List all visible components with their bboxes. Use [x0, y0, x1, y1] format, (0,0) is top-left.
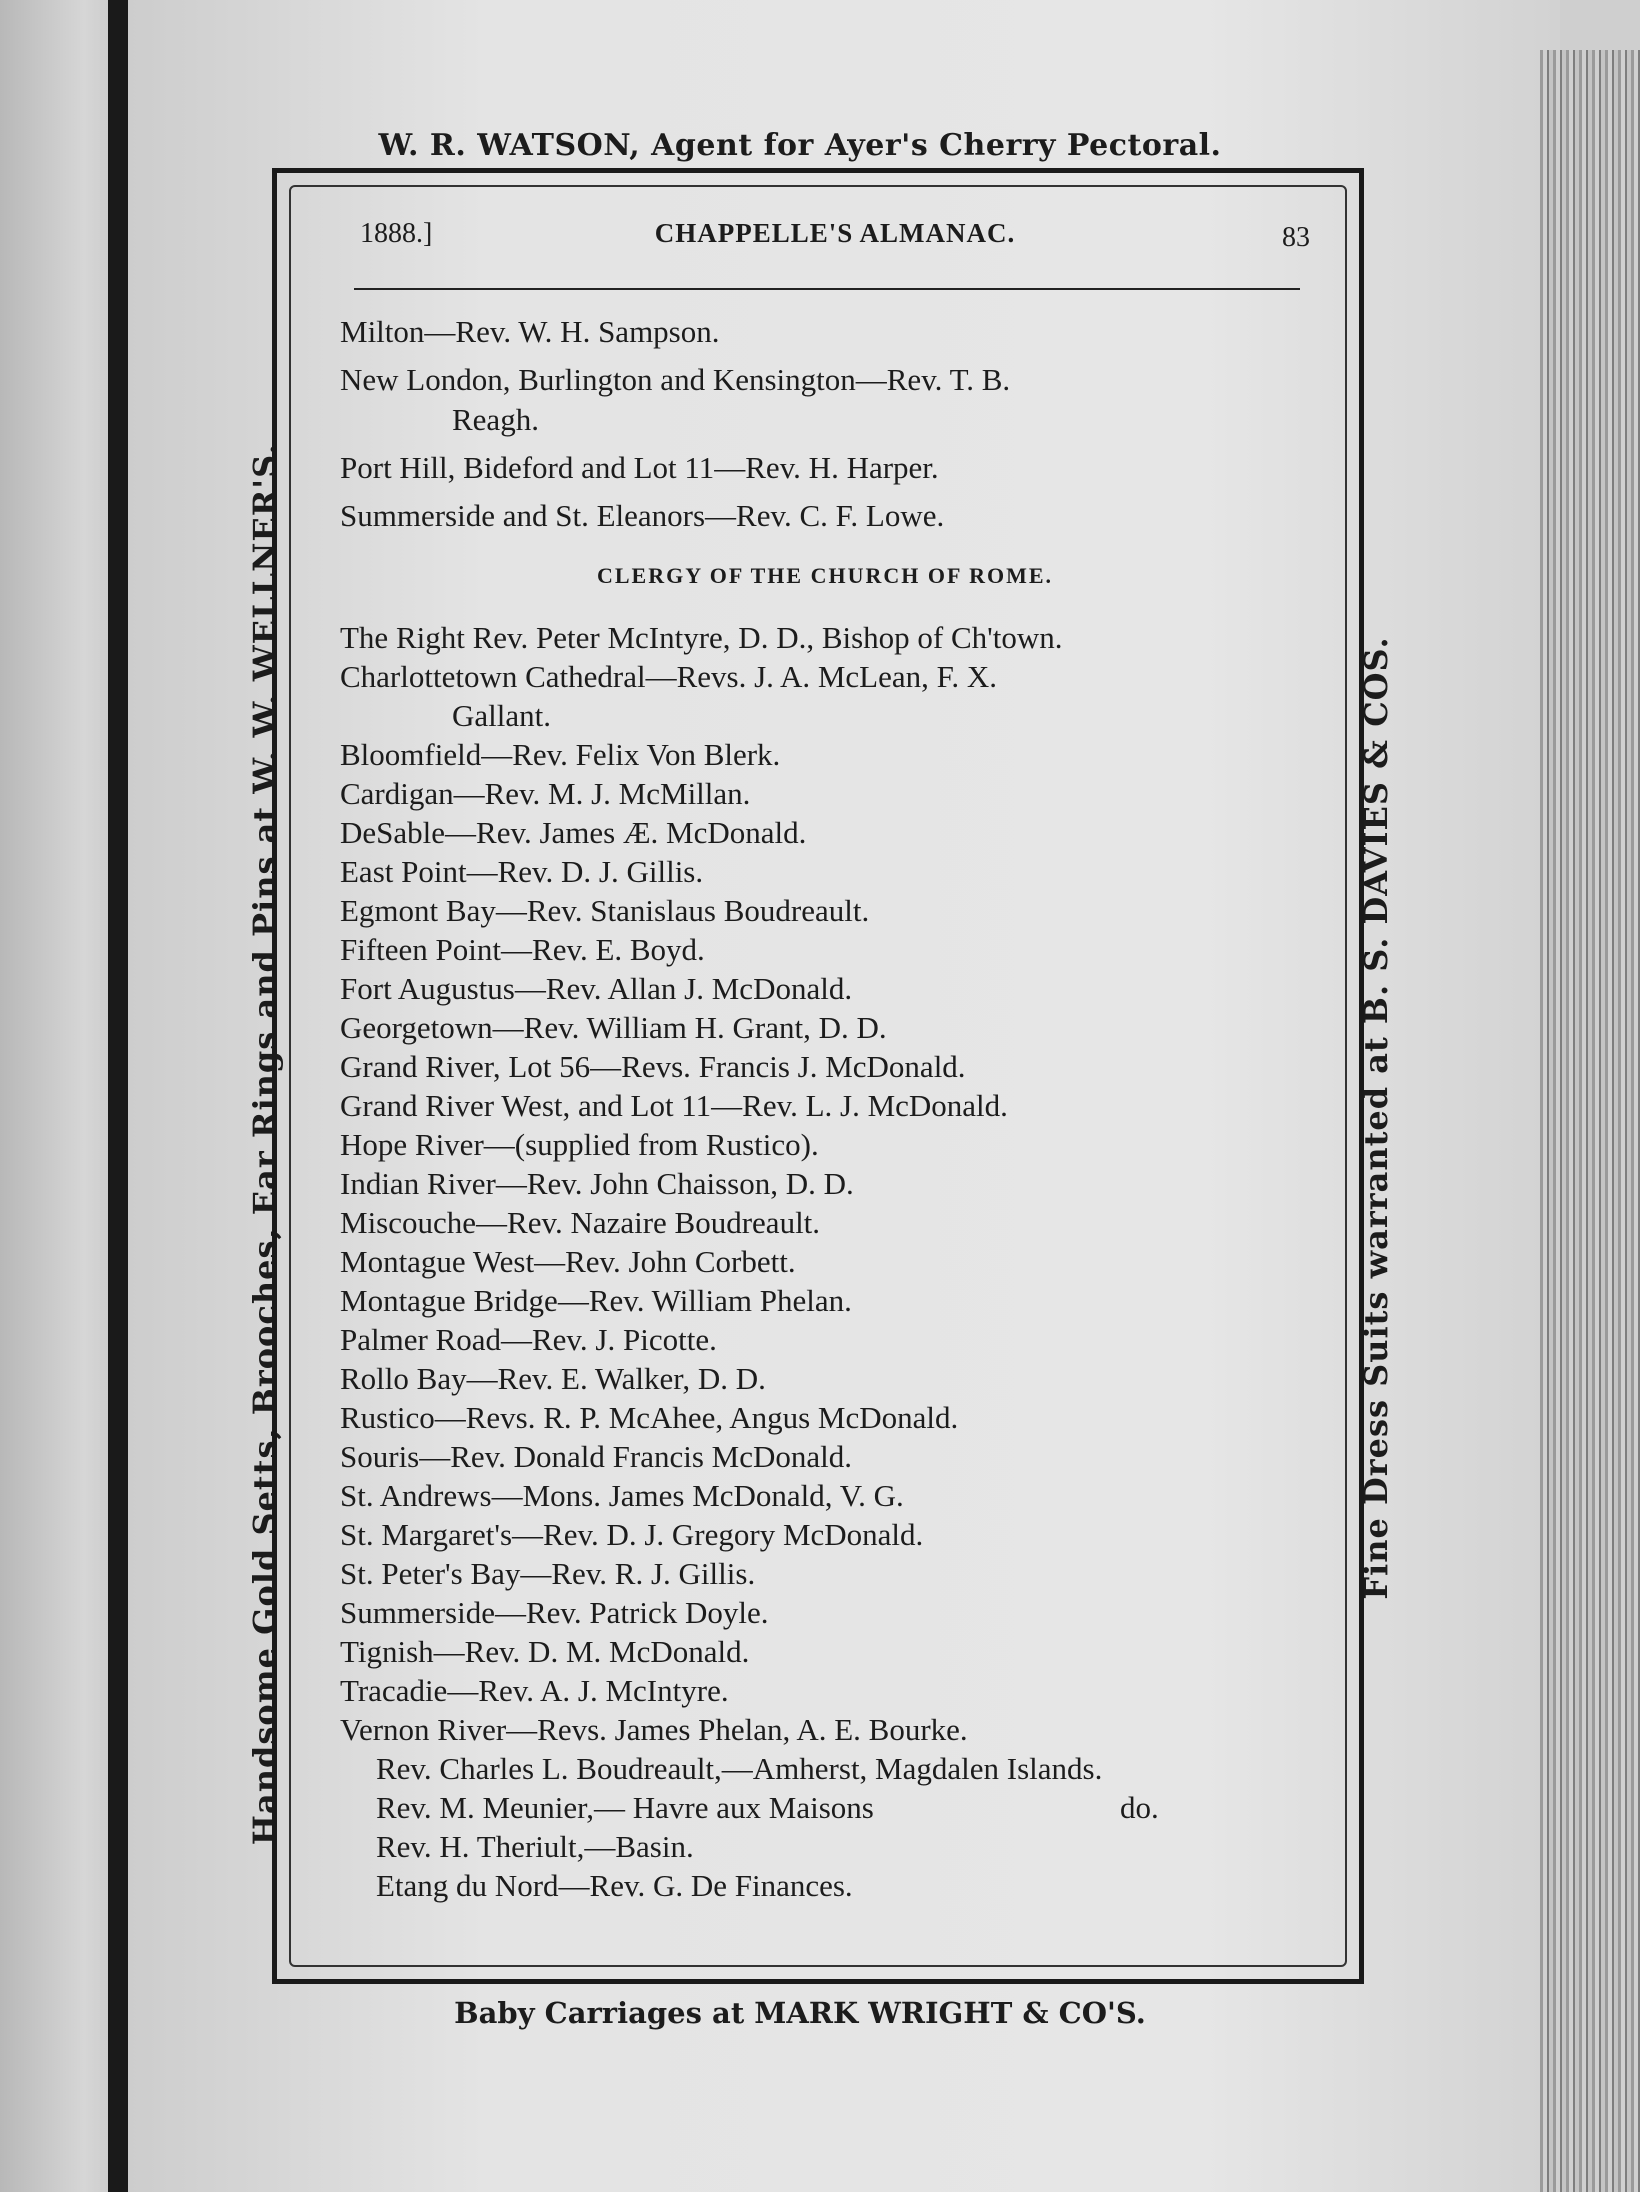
clergy-entry-text: St. Margaret's—Rev. D. J. Gregory McDonald. — [340, 1517, 924, 1552]
clergy-entry — [340, 1515, 1310, 1554]
clergy-entry — [340, 618, 1310, 657]
left-side-advertisement: Handsome Gold Setts, Brooches, Ear Rings and Pins at W. W. WELLNER'S. — [246, 442, 284, 1846]
header-title: CHAPPELLE'S ALMANAC. — [654, 218, 1016, 248]
page-content — [340, 312, 1310, 1905]
clergy-entry-text: DeSable—Rev. James Æ. McDonald. — [340, 815, 807, 850]
clergy-entry — [340, 1047, 1310, 1086]
clergy-entry — [340, 496, 1310, 536]
clergy-entry — [340, 1710, 1310, 1749]
clergy-entry — [340, 1398, 1310, 1437]
clergy-entry — [340, 1164, 1310, 1203]
rome-clergy-list — [340, 618, 1310, 1749]
clergy-entry-text: Rev. M. Meunier,— Havre aux Maisons — [376, 1790, 874, 1825]
clergy-entry — [340, 312, 1310, 352]
clergy-entry-text: Montague Bridge—Rev. William Phelan. — [340, 1283, 852, 1318]
clergy-entry-continuation: Reagh. — [452, 402, 539, 437]
top-advertisement: W. R. WATSON, Agent for Ayer's Cherry Pectoral. — [378, 128, 1222, 163]
clergy-entry — [340, 1086, 1310, 1125]
clergy-entry — [340, 1788, 1310, 1827]
clergy-entry — [340, 774, 1310, 813]
clergy-entry — [340, 852, 1310, 891]
clergy-entry — [340, 448, 1310, 488]
clergy-entry — [340, 735, 1310, 774]
clergy-entry-text: Miscouche—Rev. Nazaire Boudreault. — [340, 1205, 821, 1240]
protestant-clergy-list — [340, 312, 1310, 536]
clergy-entry — [340, 1671, 1310, 1710]
book-gutter — [108, 0, 128, 2192]
page-number: 83 — [1282, 222, 1310, 253]
clergy-entry-text: Cardigan—Rev. M. J. McMillan. — [340, 776, 751, 811]
ditto-mark: do. — [1120, 1790, 1159, 1825]
clergy-entry-text: New London, Burlington and Kensington—Rev. T. B. — [340, 362, 1011, 397]
clergy-entry — [340, 1476, 1310, 1515]
right-side-advertisement: Fine Dress Suits warranted at B. S. DAVIES & COS. — [1357, 636, 1395, 1600]
header-year: 1888.] — [360, 218, 433, 249]
clergy-entry — [340, 1437, 1310, 1476]
clergy-entry — [340, 1320, 1310, 1359]
clergy-entry — [340, 813, 1310, 852]
clergy-entry-text: Rev. H. Theriult,—Basin. — [376, 1829, 694, 1864]
clergy-entry — [340, 657, 1310, 735]
clergy-entry — [340, 1125, 1310, 1164]
clergy-entry-text: Fifteen Point—Rev. E. Boyd. — [340, 932, 705, 967]
clergy-entry-text: Port Hill, Bideford and Lot 11—Rev. H. Harper. — [340, 450, 939, 485]
clergy-entry-text: Palmer Road—Rev. J. Picotte. — [340, 1322, 717, 1357]
page-edges — [1540, 50, 1640, 2192]
clergy-entry-continuation: Gallant. — [452, 698, 551, 733]
clergy-entry-text: East Point—Rev. D. J. Gillis. — [340, 854, 704, 889]
clergy-entry-text: St. Peter's Bay—Rev. R. J. Gillis. — [340, 1556, 756, 1591]
magdalen-clergy-list — [340, 1749, 1310, 1905]
clergy-entry-text: Milton—Rev. W. H. Sampson. — [340, 314, 720, 349]
clergy-entry-text: Rev. Charles L. Boudreault,—Amherst, Magdalen Islands. — [376, 1751, 1103, 1786]
clergy-entry-text: Bloomfield—Rev. Felix Von Blerk. — [340, 737, 781, 772]
clergy-entry-text: Tracadie—Rev. A. J. McIntyre. — [340, 1673, 729, 1708]
bottom-advertisement: Baby Carriages at MARK WRIGHT & CO'S. — [454, 1996, 1146, 2030]
clergy-entry — [340, 1242, 1310, 1281]
clergy-entry — [340, 1866, 1310, 1905]
clergy-entry — [340, 1203, 1310, 1242]
clergy-entry — [340, 891, 1310, 930]
clergy-entry — [340, 1008, 1310, 1047]
clergy-entry-text: Fort Augustus—Rev. Allan J. McDonald. — [340, 971, 853, 1006]
clergy-entry-text: Grand River, Lot 56—Revs. Francis J. McDonald. — [340, 1049, 966, 1084]
clergy-entry — [340, 1632, 1310, 1671]
clergy-entry-text: St. Andrews—Mons. James McDonald, V. G. — [340, 1478, 904, 1513]
clergy-entry — [340, 1554, 1310, 1593]
clergy-entry-text: The Right Rev. Peter McIntyre, D. D., Bishop of Ch'town. — [340, 620, 1063, 655]
clergy-entry — [340, 1749, 1310, 1788]
clergy-entry-text: Hope River—(supplied from Rustico). — [340, 1127, 819, 1162]
section-heading: CLERGY OF THE CHURCH OF ROME. — [596, 563, 1054, 588]
clergy-entry-text: Montague West—Rev. John Corbett. — [340, 1244, 796, 1279]
running-header — [360, 218, 1310, 262]
clergy-entry-text: Etang du Nord—Rev. G. De Finances. — [376, 1868, 853, 1903]
clergy-entry-text: Rollo Bay—Rev. E. Walker, D. D. — [340, 1361, 766, 1396]
header-rule — [354, 288, 1300, 290]
clergy-entry — [340, 930, 1310, 969]
clergy-entry-text: Souris—Rev. Donald Francis McDonald. — [340, 1439, 853, 1474]
clergy-entry-text: Grand River West, and Lot 11—Rev. L. J. McDonald. — [340, 1088, 1008, 1123]
clergy-entry — [340, 1281, 1310, 1320]
clergy-entry-text: Egmont Bay—Rev. Stanislaus Boudreault. — [340, 893, 870, 928]
clergy-entry-text: Vernon River—Revs. James Phelan, A. E. Bourke. — [340, 1712, 968, 1747]
clergy-entry-text: Summerside and St. Eleanors—Rev. C. F. Lowe. — [340, 498, 945, 533]
clergy-entry — [340, 969, 1310, 1008]
clergy-entry-text: Summerside—Rev. Patrick Doyle. — [340, 1595, 769, 1630]
clergy-entry — [340, 1593, 1310, 1632]
clergy-entry-text: Indian River—Rev. John Chaisson, D. D. — [340, 1166, 854, 1201]
clergy-entry-text: Tignish—Rev. D. M. McDonald. — [340, 1634, 750, 1669]
clergy-entry — [340, 1827, 1310, 1866]
clergy-entry — [340, 1359, 1310, 1398]
clergy-entry — [340, 360, 1310, 440]
clergy-entry-text: Charlottetown Cathedral—Revs. J. A. McLean, F. X. — [340, 659, 998, 694]
clergy-entry-text: Rustico—Revs. R. P. McAhee, Angus McDonald. — [340, 1400, 959, 1435]
clergy-entry-text: Georgetown—Rev. William H. Grant, D. D. — [340, 1010, 887, 1045]
